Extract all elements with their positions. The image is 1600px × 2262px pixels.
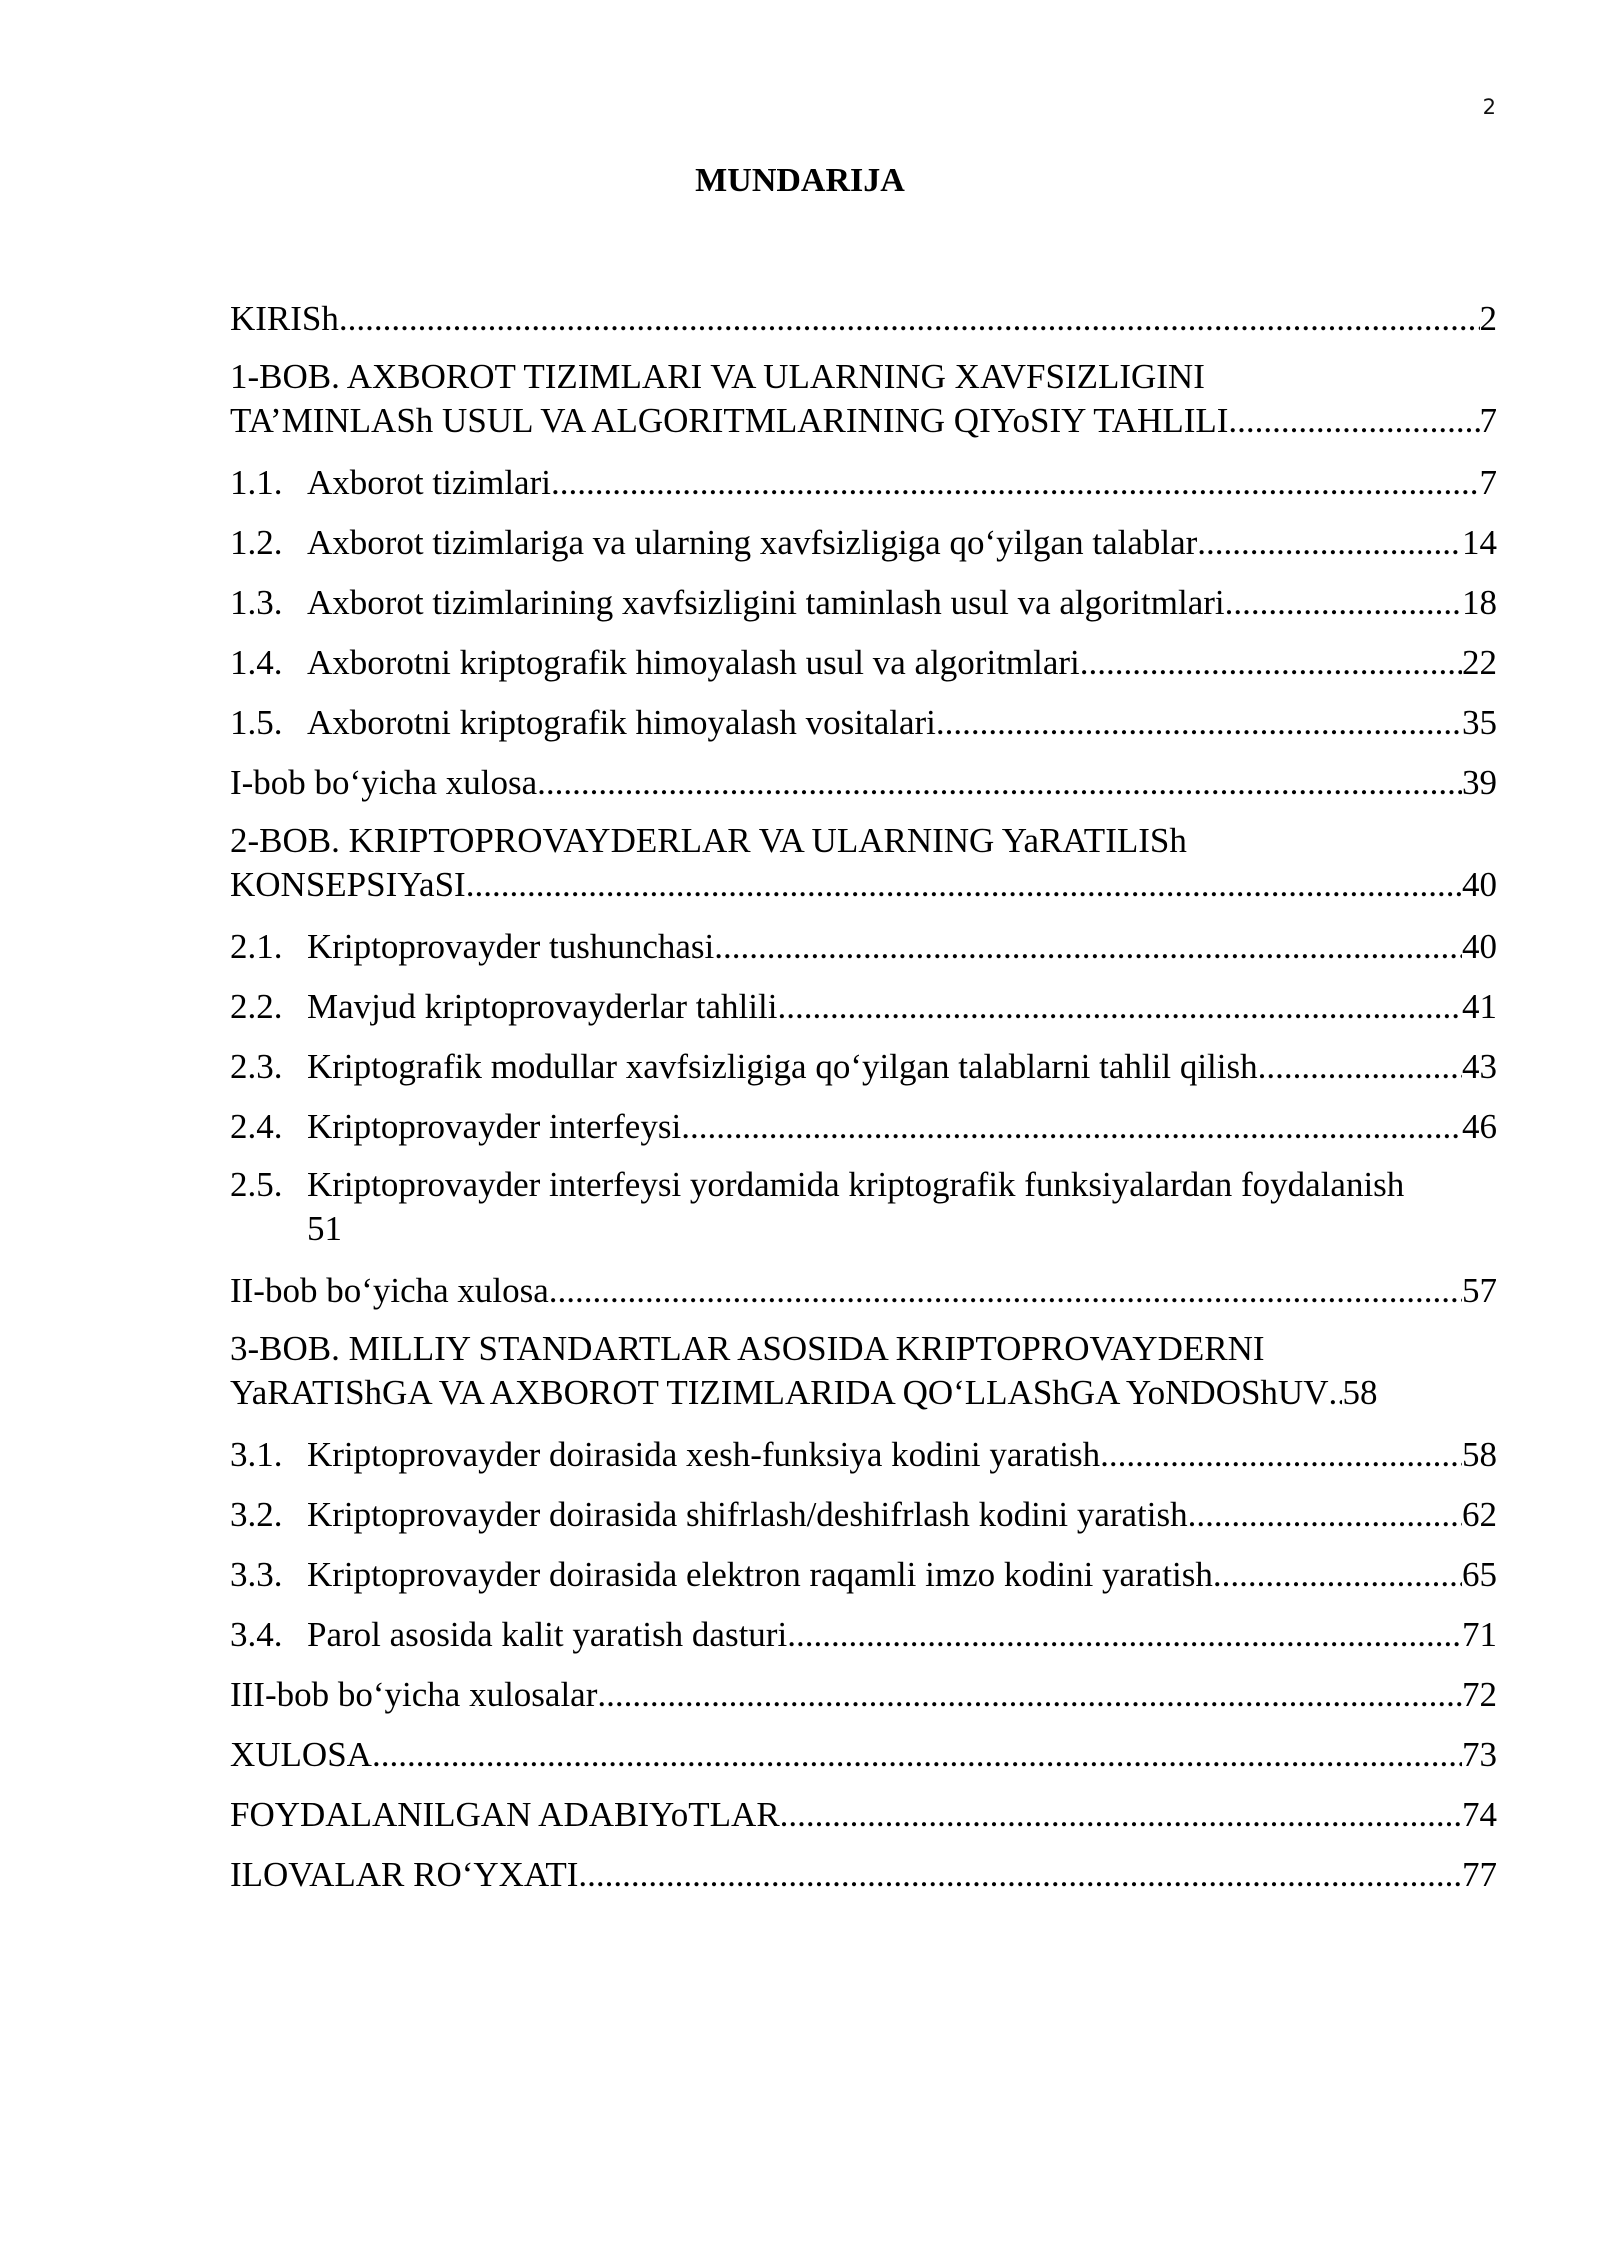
toc-entry-section-3-4[interactable] [230,1595,1497,1655]
toc-page-number: 35 [1462,703,1497,742]
dot-leader [1258,1047,1462,1087]
toc-section-number: 1.2. [230,523,283,562]
dot-leader [549,1271,1462,1311]
toc-entry-text: Kriptoprovayder doirasida xesh-funksiya kodini yaratish [307,1435,1101,1474]
toc-section-number: 2.1. [230,927,283,966]
toc-section-number: 3.2. [230,1495,283,1534]
toc-entry-text: III-bob bo‘yicha xulosalar [230,1675,598,1714]
dot-leader [787,1615,1462,1655]
toc-section-number: 1.3. [230,583,283,622]
toc-entry-text: FOYDALANILGAN ADABIYoTLAR [230,1795,780,1834]
toc-entry-text: Kriptoprovayder doirasida elektron raqamli imzo kodini yaratish [307,1555,1213,1594]
toc-entry-chapter-3-summary[interactable] [230,1655,1497,1715]
toc-page-number: 77 [1462,1855,1497,1894]
toc-section-number: 2.2. [230,987,283,1026]
toc-entry-text: Axborot tizimlarining xavfsizligini taminlash usul va algoritmlari [307,583,1225,622]
toc-entry-section-2-4[interactable] [230,1087,1497,1147]
toc-section-number: 1.1. [230,463,283,502]
toc-entry-section-2-2[interactable] [230,967,1497,1027]
toc-page-number: 39 [1462,763,1497,802]
dot-leader [551,463,1480,503]
toc-section-number: 1.4. [230,643,283,682]
dot-leader [466,863,1462,907]
toc-entry-text: II-bob bo‘yicha xulosa [230,1271,549,1310]
toc-page-number: 51 [307,1209,342,1248]
toc-entry-conclusion[interactable] [230,1715,1497,1775]
toc-section-number: 1.5. [230,703,283,742]
toc-page-number: 71 [1462,1615,1497,1654]
toc-page-number: 74 [1462,1795,1497,1834]
dot-leader [1080,643,1462,683]
toc-entry-text: Mavjud kriptoprovayderlar tahlili [307,987,778,1026]
toc-entry-text: Kriptoprovayder tushunchasi [307,927,715,966]
toc-entry-section-3-1[interactable] [230,1415,1497,1475]
toc-entry-chapter-3[interactable] [230,1327,1497,1415]
dot-leader [681,1107,1462,1147]
toc-entry-text: Kriptoprovayder doirasida shifrlash/deshifrlash kodini yaratish [307,1495,1188,1534]
toc-section-number: 3.3. [230,1555,283,1594]
dot-leader [372,1735,1462,1775]
toc-entry-section-2-3[interactable] [230,1027,1497,1087]
toc-entry-introduction[interactable] [230,279,1497,339]
toc-page-number: 57 [1462,1271,1497,1310]
toc-page-number: 58 [1462,1435,1497,1474]
toc-page-number: 65 [1462,1555,1497,1594]
dot-leader [780,1795,1462,1835]
toc-entry-text: KONSEPSIYaSI [230,865,466,904]
toc-section-number: 2.5. [230,1165,283,1204]
toc-entry-text: KIRISh [230,299,339,338]
toc-page-number: 7 [1479,463,1497,502]
toc-entry-text: Axborot tizimlariga va ularning xavfsizligiga qo‘yilgan talablar [307,523,1198,562]
toc-page-number: 58 [1342,1373,1378,1412]
dot-leader [1328,1371,1342,1415]
toc-entry-appendices[interactable] [230,1835,1497,1895]
toc-entry-chapter-2[interactable] [230,819,1497,907]
toc-entry-chapter-1[interactable] [230,355,1497,443]
toc-entry-section-2-5[interactable] [230,1163,1497,1251]
toc-page-number: 62 [1462,1495,1497,1534]
dot-leader [1225,583,1462,623]
toc-entry-section-1-1[interactable] [230,443,1497,503]
page-number: 2 [1482,95,1496,119]
toc-section-number: 3.4. [230,1615,283,1654]
toc-page-number: 40 [1462,865,1497,904]
toc-entry-text-line1: 3-BOB. MILLIY STANDARTLAR ASOSIDA KRIPTOPROVAYDERNI [230,1329,1265,1368]
toc-page-number: 22 [1462,643,1497,682]
toc-entry-text: Axborotni kriptografik himoyalash usul va algoritmlari [307,643,1080,682]
toc-entry-text: Kriptoprovayder interfeysi yordamida kriptografik funksiyalardan foydalanish [307,1165,1405,1204]
dot-leader [1213,1555,1462,1595]
toc-section-number: 3.1. [230,1435,283,1474]
toc-entry-text: Axborotni kriptografik himoyalash vositalari [307,703,936,742]
dot-leader [777,987,1462,1027]
toc-entry-text: Kriptoprovayder interfeysi [307,1107,682,1146]
toc-entry-references[interactable] [230,1775,1497,1835]
toc-page-number: 43 [1462,1047,1497,1086]
toc-entry-section-1-2[interactable] [230,503,1497,563]
toc-entry-text: TA’MINLASh USUL VA ALGORITMLARINING QIYoSIY TAHLILI [230,401,1229,440]
toc-page-number: 73 [1462,1735,1497,1774]
toc-page-number: 46 [1462,1107,1497,1146]
toc-entry-text-line1: 2-BOB. KRIPTOPROVAYDERLAR VA ULARNING YaRATILISh [230,821,1187,860]
toc-entry-text-line1: 1-BOB. AXBOROT TIZIMLARI VA ULARNING XAVFSIZLIGINI [230,357,1205,396]
dot-leader [936,703,1462,743]
toc-page-number: 2 [1479,299,1497,338]
table-of-contents [230,279,1497,1895]
dot-leader [1188,1495,1462,1535]
toc-entry-text: ILOVALAR RO‘YXATI [230,1855,579,1894]
toc-page-number: 14 [1462,523,1497,562]
toc-page-number: 18 [1462,583,1497,622]
toc-entry-chapter-1-summary[interactable] [230,743,1497,803]
dot-leader [1100,1435,1462,1475]
toc-entry-text: YaRATIShGA VA AXBOROT TIZIMLARIDA QO‘LLAShGA YoNDOShUV [230,1373,1329,1412]
toc-entry-section-1-3[interactable] [230,563,1497,623]
toc-entry-text: XULOSA [230,1735,372,1774]
toc-page-number: 7 [1479,401,1497,440]
toc-page-number: 41 [1462,987,1497,1026]
toc-entry-section-3-2[interactable] [230,1475,1497,1535]
toc-page-number: 40 [1462,927,1497,966]
toc-section-number: 2.3. [230,1047,283,1086]
toc-section-number: 2.4. [230,1107,283,1146]
toc-entry-text: Parol asosida kalit yaratish dasturi [307,1615,788,1654]
dot-leader [339,299,1480,339]
toc-entry-text: Kriptografik modullar xavfsizligiga qo‘yilgan talablarni tahlil qilish [307,1047,1258,1086]
toc-entry-section-3-3[interactable] [230,1535,1497,1595]
toc-entry-section-1-4[interactable] [230,623,1497,683]
toc-entry-text: Axborot tizimlari [307,463,551,502]
dot-leader [714,927,1462,967]
toc-entry-section-1-5[interactable] [230,683,1497,743]
toc-entry-chapter-2-summary[interactable] [230,1251,1497,1311]
dot-leader [537,763,1462,803]
page-title: MUNDARIJA [695,162,905,199]
dot-leader [578,1855,1462,1895]
dot-leader [597,1675,1462,1715]
toc-page-number: 72 [1462,1675,1497,1714]
dot-leader [1228,399,1479,443]
toc-entry-section-2-1[interactable] [230,907,1497,967]
dot-leader [1197,523,1462,563]
toc-entry-text: I-bob bo‘yicha xulosa [230,763,538,802]
